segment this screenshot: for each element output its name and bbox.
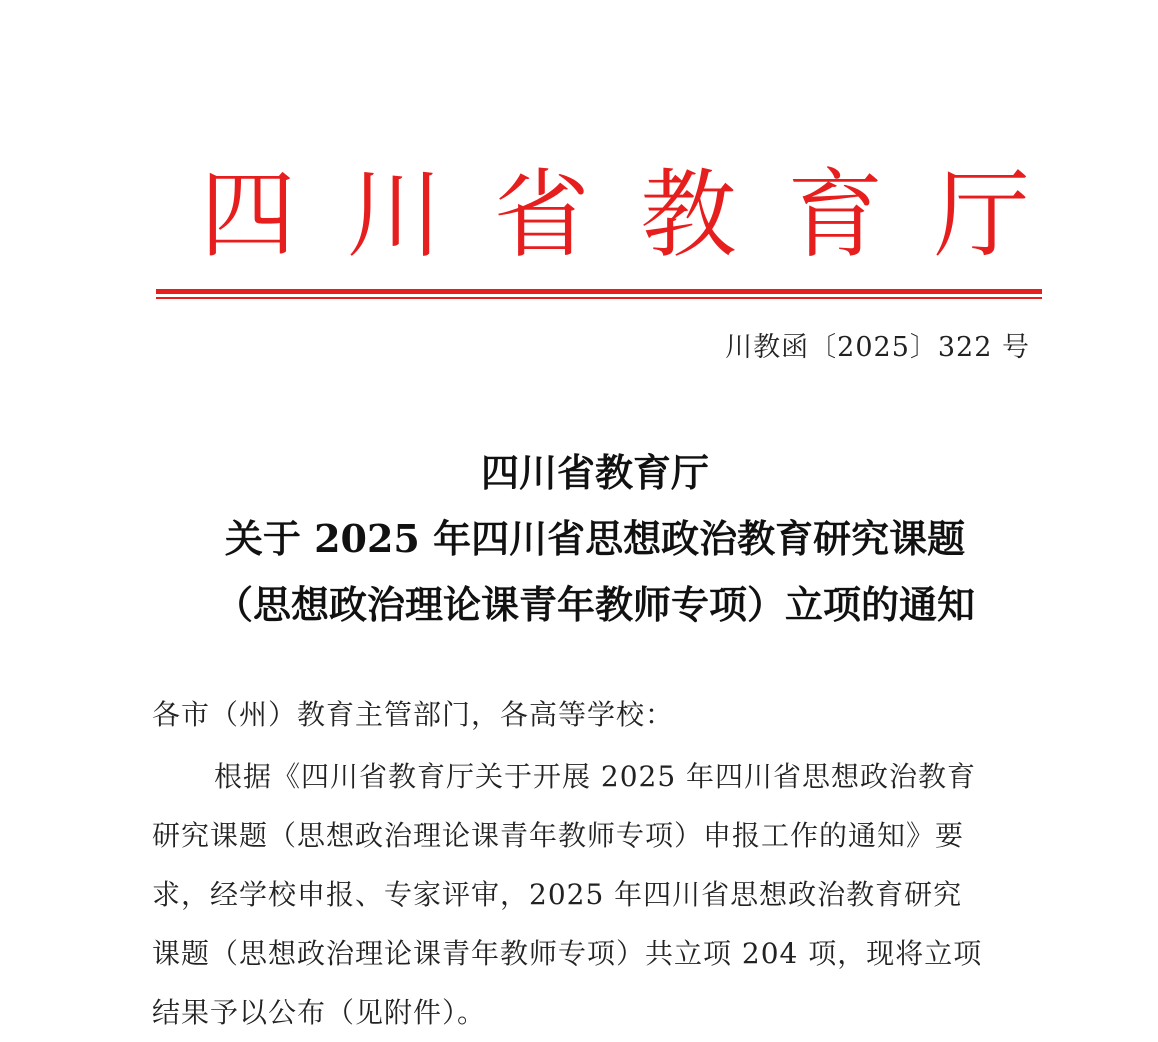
- masthead-char: 厅: [933, 159, 1030, 271]
- masthead-char: 育: [787, 159, 884, 271]
- masthead-char: 川: [346, 159, 443, 271]
- title-line-1: 四川省教育厅: [480, 450, 709, 495]
- masthead: [200, 160, 1030, 270]
- body-paragraph: [152, 747, 1032, 1042]
- body-line: 研究课题（思想政治理论课青年教师专项）申报工作的通知》要: [152, 819, 965, 852]
- body-line: 课题（思想政治理论课青年教师专项）共立项 204 项，现将立项: [152, 937, 983, 970]
- addressee: 各市（州）教育主管部门，各高等学校：: [152, 698, 675, 731]
- body-line: 结果予以公布（见附件）。: [152, 996, 487, 1029]
- masthead-char: 省: [493, 159, 590, 271]
- masthead-red-rule-thick: [156, 289, 1042, 294]
- masthead-red-rule-thin: [156, 297, 1042, 299]
- document-number: 川教函〔2025〕322 号: [725, 332, 1030, 363]
- masthead-char: 四: [200, 159, 296, 271]
- masthead-char: 教: [640, 159, 737, 271]
- body-line: 根据《四川省教育厅关于开展 2025 年四川省思想政治教育: [214, 760, 977, 793]
- title-line-3: （思想政治理论课青年教师专项）立项的通知: [214, 582, 975, 627]
- document-title: [130, 440, 1060, 638]
- title-line-2: 关于 2025 年四川省思想政治教育研究课题: [224, 516, 966, 561]
- body-line: 求，经学校申报、专家评审，2025 年四川省思想政治教育研究: [152, 878, 963, 911]
